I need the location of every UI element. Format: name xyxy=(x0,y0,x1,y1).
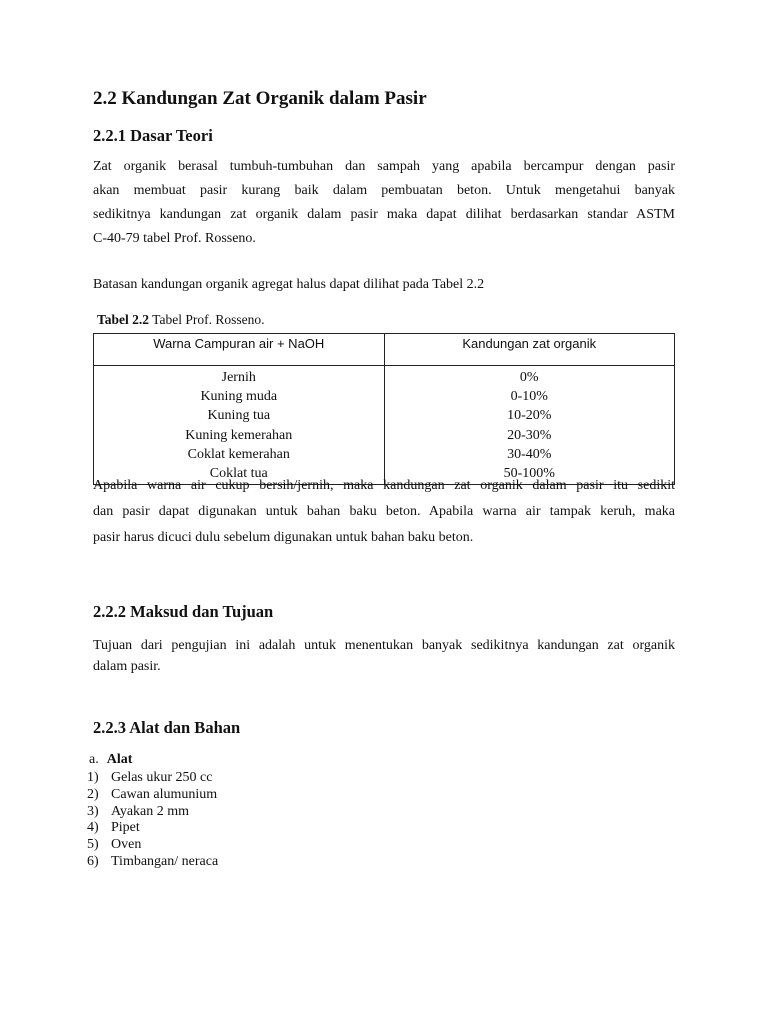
alat-label: Alat xyxy=(106,752,133,767)
paragraph-line: Apabila warna air cukup bersih/jernih, maka kandungan zat organik dalam pasir itu sedikit xyxy=(93,478,675,493)
list-number: 2) xyxy=(87,786,99,802)
list-text: Pipet xyxy=(111,820,140,836)
list-item xyxy=(87,820,218,837)
table-cell: 30-40% xyxy=(507,446,552,462)
table-organic-column xyxy=(384,366,675,485)
alat-list xyxy=(87,770,218,871)
list-item xyxy=(87,854,218,871)
list-number: 5) xyxy=(87,837,99,853)
list-text: Oven xyxy=(111,837,142,853)
list-number: 4) xyxy=(87,820,99,836)
list-item xyxy=(87,787,218,804)
maksud-paragraph xyxy=(93,634,675,676)
paragraph-line: Zat organik berasal tumbuh-tumbuhan dan sampah yang apabila bercampur dengan pasir xyxy=(93,159,675,174)
organic-content-table xyxy=(93,333,675,485)
table-caption xyxy=(97,312,264,328)
table-cell: 20-30% xyxy=(507,427,552,443)
alat-marker: a. xyxy=(89,752,99,767)
list-text: Ayakan 2 mm xyxy=(111,803,190,819)
table-cell: 50-100% xyxy=(503,466,555,482)
table-cell: 0% xyxy=(519,370,539,385)
list-text: Timbangan/ neraca xyxy=(111,853,219,869)
list-text: Cawan alumunium xyxy=(111,786,218,802)
dasar-teori-paragraph xyxy=(93,155,675,251)
list-number: 3) xyxy=(87,803,99,819)
table-header-organic: Kandungan zat organik xyxy=(384,334,675,366)
table-cell: 0-10% xyxy=(510,389,548,405)
table-cell: 10-20% xyxy=(507,408,552,424)
table-cell: Coklat tua xyxy=(209,466,268,482)
maksud-heading: 2.2.2 Maksud dan Tujuan xyxy=(93,602,274,621)
paragraph-line: sedikitnya kandungan zat organik dalam pasir maka dapat dilihat berdasarkan standar ASTM xyxy=(93,207,675,222)
list-number: 6) xyxy=(87,853,99,869)
paragraph-line: pasir harus dicuci dulu sebelum digunakan untuk bahan baku beton. xyxy=(93,530,474,545)
list-item xyxy=(87,770,218,787)
list-text: Gelas ukur 250 cc xyxy=(111,770,213,785)
table-caption-title: Tabel Prof. Rosseno. xyxy=(149,312,265,327)
list-item xyxy=(87,804,218,821)
paragraph-line: Tujuan dari pengujian ini adalah untuk menentukan banyak sedikitnya kandungan zat organik xyxy=(93,638,675,653)
section-heading: 2.2 Kandungan Zat Organik dalam Pasir xyxy=(93,88,427,109)
table-intro-text: Batasan kandungan organik agregat halus dapat dilihat pada Tabel 2.2 xyxy=(93,277,485,292)
paragraph-line: akan membuat pasir kurang baik dalam pembuatan beton. Untuk mengetahui banyak xyxy=(93,183,675,198)
interpretation-paragraph xyxy=(93,474,675,552)
dasar-teori-heading: 2.2.1 Dasar Teori xyxy=(93,126,213,145)
table-header-color: Warna Campuran air + NaOH xyxy=(94,334,385,366)
paragraph-line: dan pasir dapat digunakan untuk bahan baku beton. Apabila warna air tampak keruh, maka xyxy=(93,504,675,519)
table-cell: Coklat kemerahan xyxy=(187,446,290,462)
table-cell: Kuning kemerahan xyxy=(185,427,293,443)
alat-bahan-heading: 2.2.3 Alat dan Bahan xyxy=(93,718,241,737)
table-color-column xyxy=(94,366,385,485)
table-caption-label: Tabel 2.2 xyxy=(97,312,150,327)
alat-subheading xyxy=(89,752,132,768)
paragraph-line: dalam pasir. xyxy=(93,659,161,674)
table-cell: Kuning muda xyxy=(200,389,278,405)
table-cell: Jernih xyxy=(221,370,256,385)
list-number: 1) xyxy=(87,770,99,785)
table-cell: Kuning tua xyxy=(207,408,271,424)
list-item xyxy=(87,837,218,854)
paragraph-line: C-40-79 tabel Prof. Rosseno. xyxy=(93,231,256,246)
